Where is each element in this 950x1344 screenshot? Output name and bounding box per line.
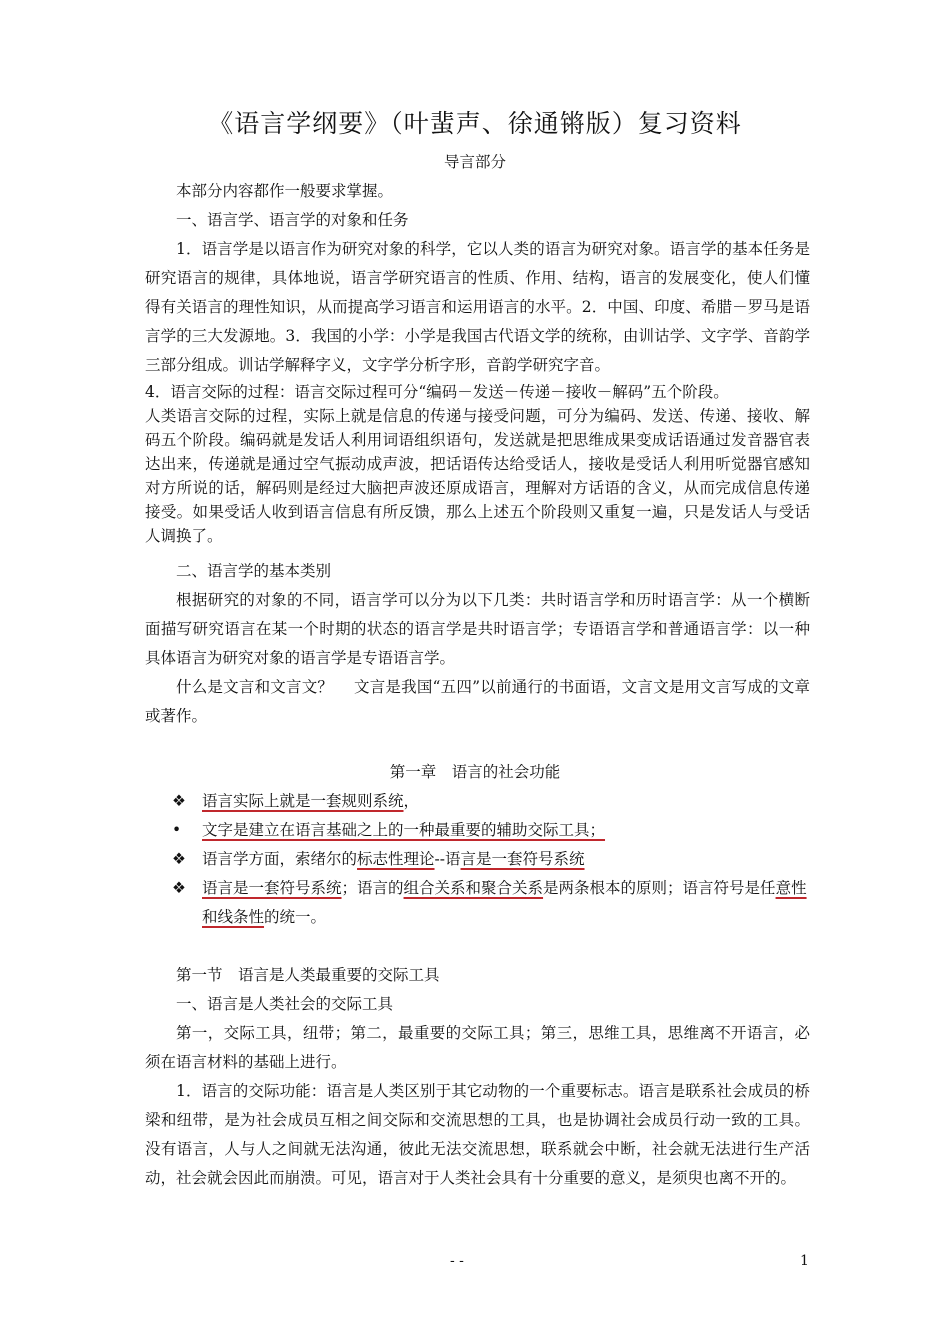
bullet-text: 意性和线条性 (202, 879, 807, 926)
bullet-text: 语言学方面，索绪尔的 (202, 850, 358, 868)
chapter1-paragraph-2: 1．语言的交际功能：语言是人类区别于其它动物的一个重要标志。语言是联系社会成员的桥梁和纽带，是为社会成员互相之间交际和交流思想的工具，也是协调社会成员行动一致的工具。没有语言，人与人之间就无法沟通，彼此无法交流思想，联系就会中断，社会就无法进行生产活动，社会就会因此而崩溃。可见，语言对于人类社会具有十分重要的意义，是须臾也离不开的。 (145, 1082, 810, 1187)
intro-paragraph-1: 1．语言学是以语言作为研究对象的科学，它以人类的语言为研究对象。语言学的基本任务是研究语言的规律，具体地说，语言学研究语言的性质、作用、结构，语言的发展变化，使人们懂得有关语言的理性知识，从而提高学习语言和运用语言的水平。2．中国、印度、希腊－罗马是语言学的三大发源地。3．我国的小学：小学是我国古代语文学的统称，由训诂学、文字学、音韵学三部分组成。训诂学解释字义，文字学分析字形，音韵学研究字音。 (145, 240, 810, 374)
intro-paragraph-2-line1: 4．语言交际的过程：语言交际过程可分“编码－发送－传递－接收－解码”五个阶段。 (145, 383, 729, 401)
bullet-text: 的统一。 (264, 908, 327, 926)
bullet-text: ；语言的 (341, 879, 404, 897)
bullet-text: ， (403, 792, 420, 810)
bullet-text: 组合关系和聚合关系 (403, 879, 544, 897)
chapter1-heading: 第一章 语言的社会功能 (389, 763, 561, 781)
dot-bullet-icon: • (172, 821, 182, 839)
intro-paragraph-3: 根据研究的对象的不同，语言学可以分为以下几类：共时语言学和历时语言学：从一个横断面描写研究语言在某一个时期的状态的语言学是共时语言学；专语语言学和普通语言学：以一种具体语言为研究对象的语言学是专语语言学。 (145, 591, 810, 667)
intro-heading: 导言部分 (443, 153, 506, 171)
bullet-text: 言是一套符号系统 (460, 850, 585, 868)
intro-paragraph-2: 人类语言交际的过程，实际上就是信息的传递与接受问题，可分为编码、发送、传递、接收、解码五个阶段。编码就是发话人利用词语组织语句，发送就是把思维成果变成话语通过发音器官表达出来，传递就是通过空气振动成声波，把话语传达给受话人，接收是受话人利用听觉器官感知对方所说的话，解码则是经过大脑把声波还原成语言，理解对方话语的含义，从而完成信息传递接受。如果受话人收到语言信息有所反馈，那么上述五个阶段则又重复一遍，只是发话人与受话人调换了。 (145, 407, 810, 545)
bullet-text: 标志性理论 (357, 850, 435, 868)
bullet-item-2 (172, 816, 812, 845)
diamond-bullet-icon: ❖ (172, 792, 186, 810)
section-heading: 第一节 语言是人类最重要的交际工具 (176, 966, 440, 984)
document-title: 《语言学纲要》（叶蜚声、徐通锵版）复习资料 (208, 109, 742, 138)
bullet-text: --语 (434, 850, 461, 868)
bullet-text: 文字是建立在语言基础之上的一种最重要的辅助交际工具； (202, 821, 606, 839)
bullet-text: 语言实际上就是一套规则系统 (202, 792, 404, 810)
bullet-text: 语言是一套符号系统 (202, 879, 342, 897)
page-number: 1 (800, 1253, 809, 1269)
bullet-item-4 (172, 874, 814, 932)
intro-paragraph-4: 什么是文言和文言文？ 文言是我国“五四”以前通行的书面语，文言文是用文言写成的文章或著作。 (145, 678, 810, 725)
footer-marker: - - (450, 1253, 464, 1269)
chapter1-paragraph-1: 第一，交际工具，纽带；第二，最重要的交际工具；第三，思维工具，思维离不开语言，必须在语言材料的基础上进行。 (145, 1024, 810, 1071)
diamond-bullet-icon: ❖ (172, 850, 186, 868)
section1-title: 一、语言学、语言学的对象和任务 (176, 211, 409, 229)
diamond-bullet-icon: ❖ (172, 879, 186, 897)
intro-requirement: 本部分内容都作一般要求掌握。 (176, 182, 394, 200)
section2-title: 二、语言学的基本类别 (176, 562, 332, 580)
bullet-text: 是两条根本的原则；语言符号是任 (543, 879, 776, 897)
subsection-1-title: 一、语言是人类社会的交际工具 (176, 995, 394, 1013)
bullet-item-3 (172, 845, 812, 874)
bullet-item-1 (172, 787, 812, 816)
